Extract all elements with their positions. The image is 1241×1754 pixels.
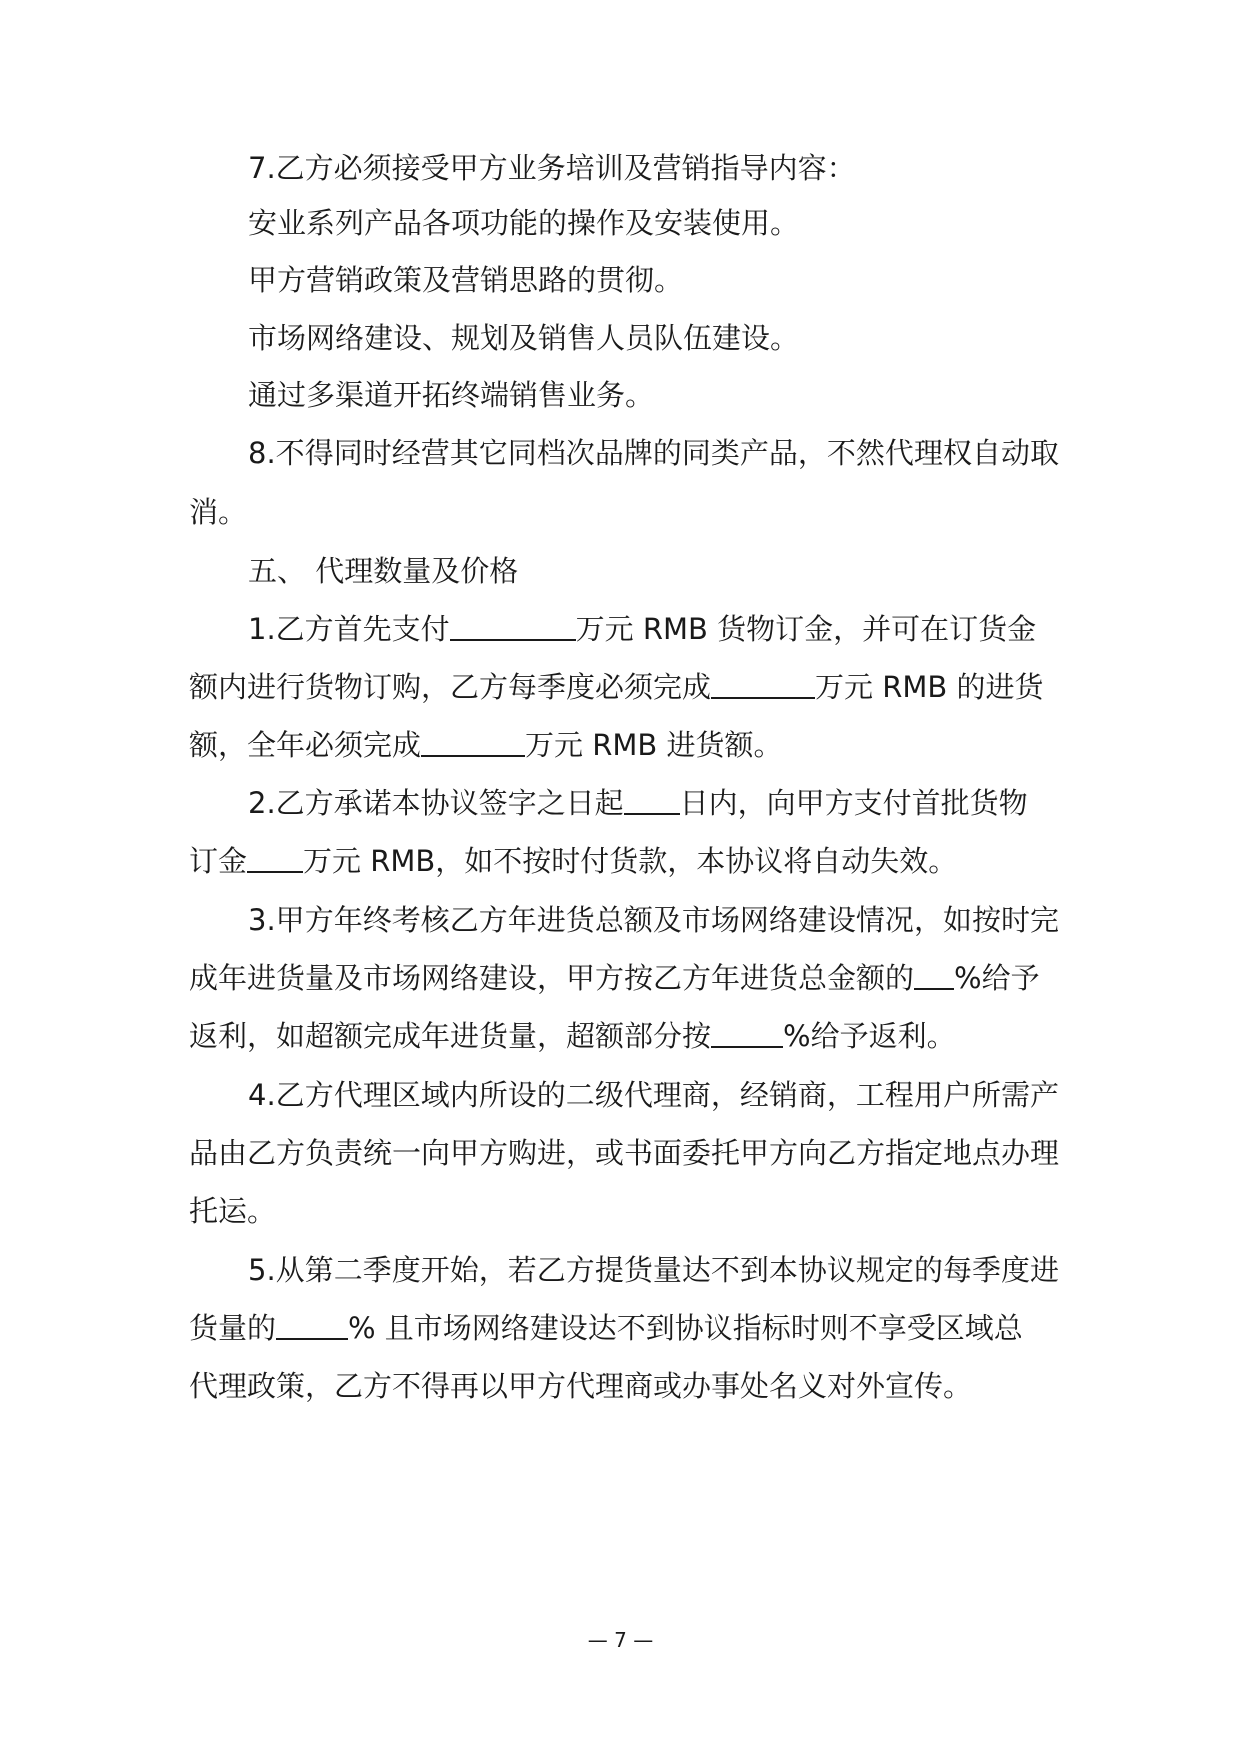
line-text: 8.不得同时经营其它同档次品牌的同类产品，不然代理权自动取 [248, 436, 1059, 470]
page-number: — 7 — [587, 1628, 654, 1652]
amount-blank[interactable] [450, 613, 576, 641]
line-text: 额内进行货物订购，乙方每季度必须完成 [189, 670, 712, 704]
clause-5-3-line-1 [248, 900, 1059, 940]
clause-5-4-line-1 [248, 1075, 1059, 1115]
line-text: 市场网络建设、规划及销售人员队伍建设。 [248, 321, 800, 355]
line-text: 4.乙方代理区域内所设的二级代理商，经销商，工程用户所需产 [248, 1078, 1059, 1112]
line-text: 3.甲方年终考核乙方年进货总额及市场网络建设情况，如按时完 [248, 903, 1059, 937]
line-text: %给予 [954, 961, 1040, 995]
clause-5-1-line-1 [248, 609, 1118, 649]
line-text: 消。 [189, 495, 248, 529]
line-text: %给予返利。 [783, 1019, 956, 1053]
line-text: 额，全年必须完成 [189, 728, 422, 762]
clause-5-3-line-3 [189, 1016, 1059, 1056]
line-text: 2.乙方承诺本协议签字之日起 [248, 786, 624, 820]
clause-5-5-line-3 [189, 1366, 1059, 1406]
line-text: 万元 RMB 货物订金，并可在订货金 [575, 612, 1037, 646]
clause-5-2-line-2 [189, 841, 1059, 881]
line-text: 订金 [189, 844, 248, 878]
line-text: 托运。 [189, 1194, 277, 1228]
days-blank[interactable] [624, 787, 680, 815]
line-text: 日内，向甲方支付首批货物 [679, 786, 1028, 820]
line-text: % 且市场网络建设达不到协议指标时则不享受区域总 [348, 1311, 1023, 1345]
annual-amount-blank[interactable] [421, 729, 525, 757]
quarterly-percent-blank[interactable] [276, 1312, 348, 1340]
line-text: 万元 RMB 的进货 [815, 670, 1044, 704]
clause-5-1-line-2 [189, 667, 1059, 707]
clause-5-4-line-3 [189, 1191, 1059, 1231]
line-text: 安业系列产品各项功能的操作及安装使用。 [248, 206, 800, 240]
clause-7-heading [248, 148, 1118, 188]
line-text: 万元 RMB，如不按时付货款，本协议将自动失效。 [303, 844, 958, 878]
clause-5-3-line-2 [189, 958, 1059, 998]
clause-8-line-1 [248, 433, 1059, 473]
section-heading-text: 五、 代理数量及价格 [248, 554, 519, 588]
clause-5-5-line-1 [248, 1250, 1059, 1290]
quarterly-amount-blank[interactable] [711, 671, 815, 699]
clause-5-4-line-2 [189, 1133, 1059, 1173]
rebate-percent-blank[interactable] [914, 962, 954, 990]
clause-7-item-1 [248, 203, 1118, 243]
line-text: 甲方营销政策及营销思路的贯彻。 [248, 263, 684, 297]
line-text: 5.从第二季度开始，若乙方提货量达不到本协议规定的每季度进 [248, 1253, 1059, 1287]
clause-7-item-2 [248, 260, 1118, 300]
line-text: 成年进货量及市场网络建设，甲方按乙方年进货总金额的 [189, 961, 915, 995]
clause-8-line-2 [189, 492, 1059, 532]
line-text: 代理政策，乙方不得再以甲方代理商或办事处名义对外宣传。 [189, 1369, 973, 1403]
line-text: 返利，如超额完成年进货量，超额部分按 [189, 1019, 712, 1053]
clause-5-1-line-3 [189, 725, 1059, 765]
clause-5-5-line-2 [189, 1308, 1059, 1348]
line-text: 通过多渠道开拓终端销售业务。 [248, 378, 655, 412]
line-text: 万元 RMB 进货额。 [525, 728, 783, 762]
line-text: 货量的 [189, 1311, 277, 1345]
excess-rebate-percent-blank[interactable] [711, 1020, 783, 1048]
clause-7-item-3 [248, 318, 1118, 358]
clause-5-2-line-1 [248, 783, 1118, 823]
line-text: 7.乙方必须接受甲方业务培训及营销指导内容： [248, 151, 856, 185]
section-5-heading [248, 551, 1118, 591]
line-text: 品由乙方负责统一向甲方购进，或书面委托甲方向乙方指定地点办理 [189, 1136, 1060, 1170]
deposit-blank[interactable] [247, 845, 303, 873]
line-text: 1.乙方首先支付 [248, 612, 450, 646]
clause-7-item-4 [248, 375, 1118, 415]
